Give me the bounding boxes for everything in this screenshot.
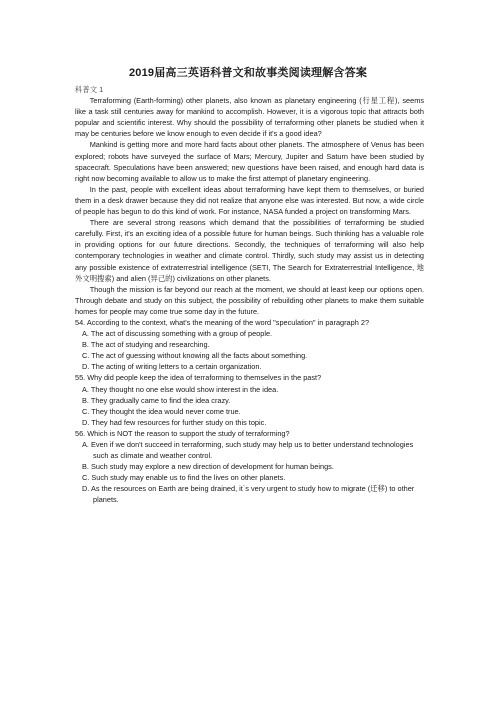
option-c: C. They thought the idea would never come true.: [82, 406, 241, 416]
option-b: B. Such study may explore a new direction of development for human beings.: [82, 462, 334, 472]
option-a: A. They thought no one else would show interest in the idea.: [82, 384, 279, 394]
question-55: [75, 372, 424, 427]
option-d: D. As the resources on Earth are being drained, it`s very urgent to study how to migrate (迁移) to other planets.: [82, 484, 415, 505]
paragraph-5: Though the mission is far beyond our reach at the moment, we should at least keep our options open. Through debate and study on this subject, the possibility of rebuilding other planets to make them suitable homes for people may come true some day in the future.: [75, 284, 424, 316]
section-label: 科普文 1: [75, 85, 104, 94]
option-b: B. They gradually came to find the idea crazy.: [82, 395, 231, 405]
document-title: 2019届高三英语科普文和故事类阅读理解含答案: [128, 67, 368, 79]
option-a: A. Even if we don't succeed in terraforming, such study may help us to better understand technologies such as climate and weather control.: [82, 440, 414, 461]
option-c: C. The act of guessing without knowing all the facts about something.: [82, 351, 308, 361]
option-a: A. The act of discussing something with a group of people.: [82, 329, 273, 339]
question-stem: 54. According to the context, what's the meaning of the word "speculation" in paragraph 2?: [75, 317, 370, 327]
paragraph-4: There are several strong reasons which demand that the possibilities of terraforming be studied carefully. First, it's an exciting idea of a possible future for human beings. Such thinking has a valuable role in providing options for our future directions. Secondly, the techniques of terraforming will also help contemporary technologies in weather and climate control. Thirdly, such study may assist us in detecting any possible existence of extraterrestrial intelligence (SETI, The Search for Extraterrestrial Intelligence, 地外文明搜索) and alien (异己的) civilizations on other planets.: [75, 218, 424, 283]
question-stem: 56. Which is NOT the reason to support the study of terraforming?: [75, 428, 290, 438]
paragraph-3: In the past, people with excellent ideas about terraforming have kept them to themselves, or buried them in a desk drawer because they did not realize that anyone else was interested. But now, a wide circle of people has begun to do this kind of work. For instance, NASA funded a project on transforming Mars.: [75, 184, 424, 217]
document-body: [75, 84, 424, 506]
question-56: [75, 428, 424, 506]
question-stem: 55. Why did people keep the idea of terraforming to themselves in the past?: [75, 373, 322, 383]
option-c: C. Such study may enable us to find the lives on other planets.: [82, 473, 286, 483]
option-d: D. The acting of writing letters to a certain organization.: [82, 362, 262, 372]
option-d: D. They had few resources for further study on this topic.: [82, 417, 267, 427]
paragraph-1: Terraforming (Earth-forming) other planets, also known as planetary engineering (行星工程), seems like a task still centuries away for mankind to accomplish. However, it is a vigorous topic that attracts both popular and scientific interest. Why should the possibility of terraforming other planets be studied when it may be centuries before we know enough to even decide if it's a good idea?: [75, 96, 424, 139]
question-54: [75, 317, 424, 372]
paragraph-2: Mankind is getting more and more hard facts about other planets. The atmosphere of Venus has been explored; robots have surveyed the surface of Mars; Mercury, Jupiter and Saturn have been studied by spacecraft. Speculations have been answered; new questions have been raised, and enough hard data is right now becoming available to allow us to make the first attempt of planetary engineering.: [75, 140, 424, 183]
option-b: B. The act of studying and researching.: [82, 340, 210, 350]
